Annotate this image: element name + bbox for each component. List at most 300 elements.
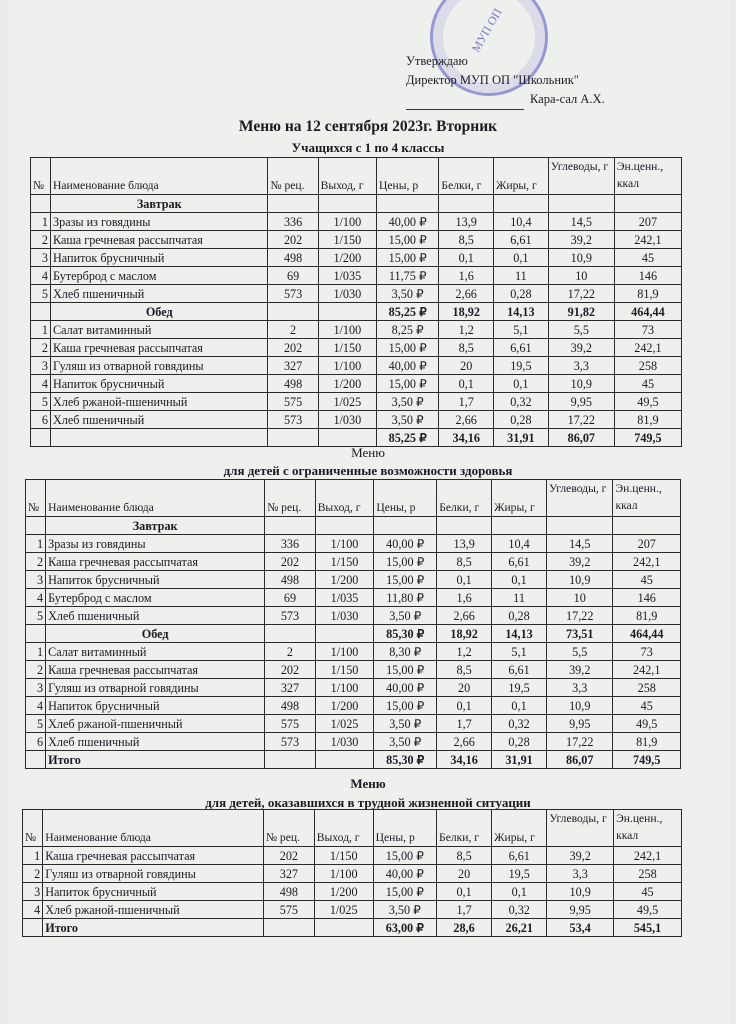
signature: [406, 90, 524, 110]
meal-section-row: [26, 625, 681, 643]
cell-price: 8,30 ₽: [374, 643, 437, 661]
total-row: [26, 751, 681, 769]
table-row: [31, 375, 682, 393]
cell-protein: 20: [437, 679, 492, 697]
stamp-text: МУП ОП: [468, 5, 505, 55]
column-header-energy: Эн.ценн., ккал: [613, 480, 681, 517]
cell-recipe-no: 327: [268, 357, 318, 375]
cell-recipe-no: 498: [263, 883, 314, 901]
menu-table-special-needs: [25, 479, 681, 769]
cell-num: 4: [31, 375, 51, 393]
cell-carbs: 39,2: [547, 847, 614, 865]
cell-num: 4: [31, 267, 51, 285]
cell-energy: [613, 517, 681, 535]
cell-dish-name: Зразы из говядины: [51, 213, 268, 231]
column-header-portion: Выход, г: [315, 480, 374, 517]
cell-fat: 0,32: [494, 393, 549, 411]
cell-fat: 0,1: [492, 883, 547, 901]
cell-dish-name: Хлеб ржаной-пшеничный: [43, 901, 264, 919]
cell-dish-name: Гуляш из отварной говядины: [46, 679, 265, 697]
cell-energy: 242,1: [614, 231, 681, 249]
cell-price: 85,30 ₽: [374, 625, 437, 643]
cell-carbs: 39,2: [547, 661, 613, 679]
table-header-row: [26, 480, 681, 517]
cell-portion: 1/200: [318, 375, 376, 393]
table-header-row: [23, 810, 682, 847]
cell-protein: 8,5: [439, 231, 494, 249]
cell-fat: 0,1: [494, 375, 549, 393]
cell-carbs: 73,51: [547, 625, 613, 643]
cell-recipe-no: 202: [268, 339, 318, 357]
cell-recipe-no: 69: [268, 267, 318, 285]
cell-price: 15,00 ₽: [373, 883, 436, 901]
section-caption-menu: Меню: [351, 445, 385, 460]
cell-num: [26, 625, 46, 643]
cell-energy: 81,9: [613, 607, 681, 625]
cell-price: [377, 195, 439, 213]
cell-carbs: 9,95: [547, 715, 613, 733]
cell-num: 6: [26, 733, 46, 751]
cell-recipe-no: 336: [268, 213, 318, 231]
column-header-dish-name: Наименование блюда: [51, 158, 268, 195]
column-header-dish-name: Наименование блюда: [43, 810, 264, 847]
cell-energy: 749,5: [614, 429, 681, 447]
cell-energy: 45: [613, 697, 681, 715]
cell-portion: 1/200: [318, 249, 376, 267]
cell-carbs: 14,5: [547, 535, 613, 553]
cell-fat: 19,5: [494, 357, 549, 375]
cell-num: 5: [26, 715, 46, 733]
column-header-price: Цены, р: [377, 158, 439, 195]
cell-dish-name: Обед: [46, 625, 265, 643]
cell-price: 40,00 ₽: [374, 535, 437, 553]
cell-num: 1: [23, 847, 43, 865]
column-header-recipe-no: № рец.: [265, 480, 315, 517]
cell-fat: 6,61: [492, 661, 547, 679]
cell-carbs: 86,07: [547, 751, 613, 769]
cell-fat: 11: [492, 589, 547, 607]
cell-num: 3: [26, 571, 46, 589]
cell-recipe-no: 498: [265, 571, 315, 589]
column-header-recipe-no: № рец.: [263, 810, 314, 847]
cell-price: 15,00 ₽: [374, 571, 437, 589]
cell-dish-name: Каша гречневая рассыпчатая: [51, 231, 268, 249]
cell-energy: 81,9: [614, 411, 681, 429]
cell-price: 85,30 ₽: [374, 751, 437, 769]
cell-protein: 8,5: [437, 847, 492, 865]
cell-price: 3,50 ₽: [373, 901, 436, 919]
cell-price: 15,00 ₽: [373, 847, 436, 865]
cell-price: 3,50 ₽: [377, 393, 439, 411]
cell-dish-name: Гуляш из отварной говядины: [51, 357, 268, 375]
table-row: [23, 883, 682, 901]
cell-protein: 0,1: [437, 883, 492, 901]
cell-fat: 10,4: [492, 535, 547, 553]
cell-energy: 545,1: [614, 919, 682, 937]
column-header-protein: Белки, г: [437, 810, 492, 847]
cell-portion: 1/100: [314, 865, 373, 883]
cell-carbs: 17,22: [547, 607, 613, 625]
table-row: [26, 607, 681, 625]
table-row: [26, 679, 681, 697]
cell-carbs: 91,82: [548, 303, 614, 321]
cell-portion: 1/150: [315, 661, 374, 679]
table-row: [26, 553, 681, 571]
cell-fat: 0,28: [492, 607, 547, 625]
cell-dish-name: Напиток брусничный: [46, 571, 265, 589]
cell-protein: 34,16: [439, 429, 494, 447]
cell-recipe-no: 202: [265, 661, 315, 679]
section-caption: для детей, оказавшихся в трудной жизненной ситуации: [205, 795, 531, 810]
cell-portion: 1/200: [315, 697, 374, 715]
cell-fat: 19,5: [492, 865, 547, 883]
cell-energy: 242,1: [614, 339, 681, 357]
cell-price: 11,75 ₽: [377, 267, 439, 285]
cell-carbs: 10,9: [547, 697, 613, 715]
column-header-carbs: Углеводы, г: [547, 810, 614, 847]
cell-price: 3,50 ₽: [377, 285, 439, 303]
cell-energy: 207: [614, 213, 681, 231]
cell-portion: [318, 195, 376, 213]
table-header-row: [31, 158, 682, 195]
table-row: [31, 249, 682, 267]
cell-dish-name: Напиток брусничный: [46, 697, 265, 715]
cell-energy: 73: [613, 643, 681, 661]
cell-num: 2: [31, 231, 51, 249]
cell-protein: 18,92: [439, 303, 494, 321]
cell-fat: 11: [494, 267, 549, 285]
cell-energy: 45: [614, 883, 682, 901]
cell-portion: 1/030: [315, 733, 374, 751]
cell-num: 3: [31, 249, 51, 267]
cell-protein: 0,1: [439, 249, 494, 267]
approval-block: [406, 52, 605, 110]
approval-line: Утверждаю: [406, 54, 468, 68]
cell-portion: 1/025: [318, 393, 376, 411]
section-caption: для детей с ограниченные возможности здоровья: [223, 463, 513, 478]
cell-num: 1: [31, 213, 51, 231]
cell-dish-name: Зразы из говядины: [46, 535, 265, 553]
table-row: [31, 267, 682, 285]
cell-recipe-no: 327: [265, 679, 315, 697]
cell-fat: 0,28: [494, 285, 549, 303]
column-header-price: Цены, р: [374, 480, 437, 517]
cell-recipe-no: 327: [263, 865, 314, 883]
cell-recipe-no: [265, 517, 315, 535]
cell-num: 4: [26, 697, 46, 715]
column-header-recipe-no: № рец.: [268, 158, 318, 195]
cell-energy: 464,44: [614, 303, 681, 321]
table-row: [23, 847, 682, 865]
cell-price: 8,25 ₽: [377, 321, 439, 339]
cell-carbs: 3,3: [548, 357, 614, 375]
cell-recipe-no: 498: [268, 249, 318, 267]
cell-price: 3,50 ₽: [374, 715, 437, 733]
cell-energy: 207: [613, 535, 681, 553]
cell-recipe-no: [263, 919, 314, 937]
page-title: Меню на 12 сентября 2023г. Вторник: [238, 118, 498, 135]
column-header-protein: Белки, г: [439, 158, 494, 195]
table-row: [31, 231, 682, 249]
column-header-num: №: [31, 158, 51, 195]
cell-protein: 0,1: [439, 375, 494, 393]
cell-carbs: 9,95: [548, 393, 614, 411]
cell-fat: 5,1: [492, 643, 547, 661]
cell-fat: 0,28: [494, 411, 549, 429]
cell-carbs: 10,9: [548, 375, 614, 393]
cell-carbs: [547, 517, 613, 535]
cell-recipe-no: [268, 429, 318, 447]
cell-portion: [318, 429, 376, 447]
cell-carbs: 5,5: [547, 643, 613, 661]
cell-carbs: 39,2: [548, 231, 614, 249]
cell-dish-name: Каша гречневая рассыпчатая: [43, 847, 264, 865]
cell-dish-name: Каша гречневая рассыпчатая: [46, 661, 265, 679]
column-header-fat: Жиры, г: [494, 158, 549, 195]
column-header-num: №: [26, 480, 46, 517]
cell-carbs: 17,22: [548, 285, 614, 303]
cell-dish-name: Обед: [51, 303, 268, 321]
cell-portion: 1/150: [314, 847, 373, 865]
cell-recipe-no: [265, 751, 315, 769]
cell-fat: 0,28: [492, 733, 547, 751]
cell-portion: 1/150: [318, 231, 376, 249]
cell-energy: 749,5: [613, 751, 681, 769]
total-row: [23, 919, 682, 937]
cell-num: 6: [31, 411, 51, 429]
cell-price: 40,00 ₽: [377, 357, 439, 375]
cell-recipe-no: [268, 303, 318, 321]
cell-recipe-no: 69: [265, 589, 315, 607]
cell-protein: 28,6: [437, 919, 492, 937]
cell-fat: 0,1: [492, 571, 547, 589]
cell-num: 2: [26, 661, 46, 679]
cell-portion: [314, 919, 373, 937]
table-row: [31, 213, 682, 231]
cell-energy: 73: [614, 321, 681, 339]
cell-price: 15,00 ₽: [374, 553, 437, 571]
cell-fat: 6,61: [494, 339, 549, 357]
cell-fat: 10,4: [494, 213, 549, 231]
cell-portion: 1/150: [318, 339, 376, 357]
cell-price: 15,00 ₽: [377, 339, 439, 357]
table-row: [31, 393, 682, 411]
cell-energy: 49,5: [613, 715, 681, 733]
column-header-protein: Белки, г: [437, 480, 492, 517]
cell-dish-name: Хлеб ржаной-пшеничный: [51, 393, 268, 411]
cell-price: 3,50 ₽: [377, 411, 439, 429]
cell-price: 15,00 ₽: [377, 375, 439, 393]
cell-fat: [494, 195, 549, 213]
cell-portion: 1/025: [315, 715, 374, 733]
cell-fat: 14,13: [492, 625, 547, 643]
cell-fat: 31,91: [492, 751, 547, 769]
cell-fat: 6,61: [492, 553, 547, 571]
cell-portion: 1/200: [314, 883, 373, 901]
cell-num: 2: [26, 553, 46, 571]
cell-num: 1: [26, 535, 46, 553]
meal-section-row: [31, 303, 682, 321]
column-header-fat: Жиры, г: [492, 810, 547, 847]
signature-line: [406, 90, 605, 110]
cell-dish-name: Итого: [46, 751, 265, 769]
column-header-fat: Жиры, г: [492, 480, 547, 517]
cell-num: 2: [31, 339, 51, 357]
signer-name: Кара-сал А.Х.: [530, 92, 605, 106]
cell-energy: 81,9: [613, 733, 681, 751]
cell-energy: 49,5: [614, 393, 681, 411]
cell-energy: 258: [614, 865, 682, 883]
cell-fat: 0,32: [492, 715, 547, 733]
cell-carbs: 10,9: [547, 571, 613, 589]
cell-protein: [437, 517, 492, 535]
cell-fat: [492, 517, 547, 535]
cell-recipe-no: 498: [265, 697, 315, 715]
cell-recipe-no: 573: [265, 733, 315, 751]
cell-price: 63,00 ₽: [373, 919, 436, 937]
cell-protein: 1,6: [437, 589, 492, 607]
table-row: [26, 697, 681, 715]
cell-portion: 1/150: [315, 553, 374, 571]
cell-protein: 20: [439, 357, 494, 375]
table-row: [31, 357, 682, 375]
cell-dish-name: [51, 429, 268, 447]
cell-price: 15,00 ₽: [374, 697, 437, 715]
cell-num: 3: [31, 357, 51, 375]
cell-num: 1: [26, 643, 46, 661]
cell-price: 15,00 ₽: [377, 231, 439, 249]
cell-energy: 45: [614, 249, 681, 267]
cell-protein: 2,66: [437, 733, 492, 751]
cell-protein: 0,1: [437, 697, 492, 715]
cell-dish-name: Бутерброд с маслом: [51, 267, 268, 285]
cell-price: 3,50 ₽: [374, 733, 437, 751]
cell-energy: 258: [613, 679, 681, 697]
table-row: [31, 321, 682, 339]
cell-price: 85,25 ₽: [377, 429, 439, 447]
cell-energy: 146: [614, 267, 681, 285]
cell-recipe-no: 202: [263, 847, 314, 865]
cell-fat: 6,61: [492, 847, 547, 865]
cell-num: 5: [26, 607, 46, 625]
cell-num: 5: [31, 393, 51, 411]
cell-protein: 2,66: [439, 411, 494, 429]
cell-num: 5: [31, 285, 51, 303]
cell-price: 40,00 ₽: [374, 679, 437, 697]
column-header-energy: Эн.ценн., ккал: [614, 810, 682, 847]
table-row: [31, 411, 682, 429]
cell-carbs: 10: [548, 267, 614, 285]
cell-fat: 19,5: [492, 679, 547, 697]
cell-num: 1: [31, 321, 51, 339]
column-header-price: Цены, р: [373, 810, 436, 847]
cell-fat: 14,13: [494, 303, 549, 321]
cell-portion: 1/035: [315, 589, 374, 607]
cell-portion: 1/100: [318, 321, 376, 339]
table-row: [26, 661, 681, 679]
cell-dish-name: Напиток брусничный: [51, 249, 268, 267]
cell-dish-name: Завтрак: [51, 195, 268, 213]
cell-fat: 0,32: [492, 901, 547, 919]
cell-protein: 13,9: [437, 535, 492, 553]
meal-section-row: [26, 517, 681, 535]
column-header-energy: Эн.ценн., ккал: [614, 158, 681, 195]
cell-protein: 8,5: [439, 339, 494, 357]
meal-section-row: [31, 195, 682, 213]
cell-fat: 6,61: [494, 231, 549, 249]
table-row: [26, 733, 681, 751]
cell-recipe-no: 336: [265, 535, 315, 553]
cell-num: [23, 919, 43, 937]
cell-protein: 1,2: [439, 321, 494, 339]
cell-protein: 34,16: [437, 751, 492, 769]
cell-portion: 1/035: [318, 267, 376, 285]
cell-price: 40,00 ₽: [373, 865, 436, 883]
cell-protein: 1,7: [439, 393, 494, 411]
cell-dish-name: Бутерброд с маслом: [46, 589, 265, 607]
table-row: [26, 535, 681, 553]
cell-num: 2: [23, 865, 43, 883]
cell-recipe-no: [268, 195, 318, 213]
cell-price: 85,25 ₽: [377, 303, 439, 321]
cell-recipe-no: 575: [268, 393, 318, 411]
cell-portion: [315, 751, 374, 769]
column-header-portion: Выход, г: [314, 810, 373, 847]
cell-carbs: 3,3: [547, 865, 614, 883]
cell-portion: 1/200: [315, 571, 374, 589]
cell-energy: 45: [613, 571, 681, 589]
cell-dish-name: Напиток брусничный: [51, 375, 268, 393]
cell-portion: [318, 303, 376, 321]
table-row: [31, 285, 682, 303]
cell-carbs: 10: [547, 589, 613, 607]
cell-dish-name: Завтрак: [46, 517, 265, 535]
cell-protein: 1,6: [439, 267, 494, 285]
section-caption-menu: Меню: [350, 776, 386, 791]
cell-carbs: 9,95: [547, 901, 614, 919]
column-header-carbs: Углеводы, г: [547, 480, 613, 517]
cell-carbs: 17,22: [548, 411, 614, 429]
cell-protein: 2,66: [437, 607, 492, 625]
cell-num: [31, 429, 51, 447]
cell-energy: 242,1: [613, 661, 681, 679]
cell-dish-name: Хлеб пшеничный: [51, 411, 268, 429]
cell-recipe-no: 573: [265, 607, 315, 625]
cell-num: 4: [26, 589, 46, 607]
cell-energy: 146: [613, 589, 681, 607]
cell-portion: 1/100: [315, 535, 374, 553]
cell-energy: [614, 195, 681, 213]
table-row: [26, 715, 681, 733]
cell-energy: 258: [614, 357, 681, 375]
cell-dish-name: Хлеб пшеничный: [51, 285, 268, 303]
cell-protein: 13,9: [439, 213, 494, 231]
cell-num: [26, 751, 46, 769]
cell-protein: 1,2: [437, 643, 492, 661]
cell-carbs: 10,9: [548, 249, 614, 267]
cell-carbs: 39,2: [548, 339, 614, 357]
cell-fat: 31,91: [494, 429, 549, 447]
cell-portion: 1/030: [315, 607, 374, 625]
cell-num: 4: [23, 901, 43, 919]
cell-recipe-no: 202: [265, 553, 315, 571]
cell-recipe-no: 573: [268, 411, 318, 429]
cell-recipe-no: [265, 625, 315, 643]
cell-recipe-no: 2: [265, 643, 315, 661]
cell-dish-name: Напиток брусничный: [43, 883, 264, 901]
cell-energy: 242,1: [614, 847, 682, 865]
cell-energy: 49,5: [614, 901, 682, 919]
